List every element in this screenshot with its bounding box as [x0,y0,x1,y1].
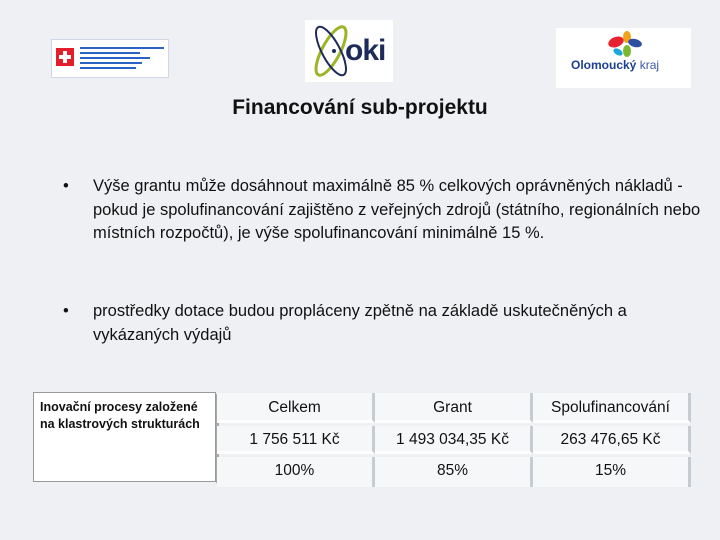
table-header-row [217,393,691,426]
page-title: Financování sub-projektu [232,96,488,119]
bullet-text: prostředky dotace budou propláceny zpětně na základě uskutečněných a vykázaných výdajů [93,302,627,344]
swiss-cross-icon [56,48,74,66]
cell-grant-percent: 85% [375,457,533,487]
bullet-dot: • [63,302,69,320]
bullet-text: Výše grantu může dosáhnout maximálně 85 % celkových oprávněných nákladů - pokud je spolufinancování zajištěno z veřejných zdrojů (státního, regionálních nebo místních rozpočtů), je výše spolufinancování minimálně 15 %. [93,177,701,242]
project-category-box: Inovační procesy založené na klastrových strukturách [33,392,216,482]
swiss-cooperation-logo [51,39,169,78]
table-row [217,426,691,457]
cell-celkem-amount: 1 756 511 Kč [217,426,375,454]
bullet-item-payment [63,300,703,347]
cell-grant-amount: 1 493 034,35 Kč [375,426,533,454]
bullet-dot: • [63,177,69,195]
olomoucky-kraj-text [571,58,659,72]
table-row [217,457,691,490]
oki-logo [305,20,393,82]
olomoucky-kraj-logo [556,28,691,88]
kraj-label: kraj [639,58,660,72]
olomoucky-name: Olomoucký [571,58,637,72]
header-spolufinancovani: Spolufinancování [533,393,691,423]
header-grant: Grant [375,393,533,423]
cell-spolufinancovani-percent: 15% [533,457,691,487]
cell-spolufinancovani-amount: 263 476,65 Kč [533,426,691,454]
header-celkem: Celkem [217,393,375,423]
bullet-item-grant [63,175,703,246]
cell-celkem-percent: 100% [217,457,375,487]
oki-logo-text: oki [345,34,386,67]
swiss-logo-text-lines [80,45,164,72]
olomoucky-flower-icon [594,30,654,60]
financing-table [217,393,691,490]
